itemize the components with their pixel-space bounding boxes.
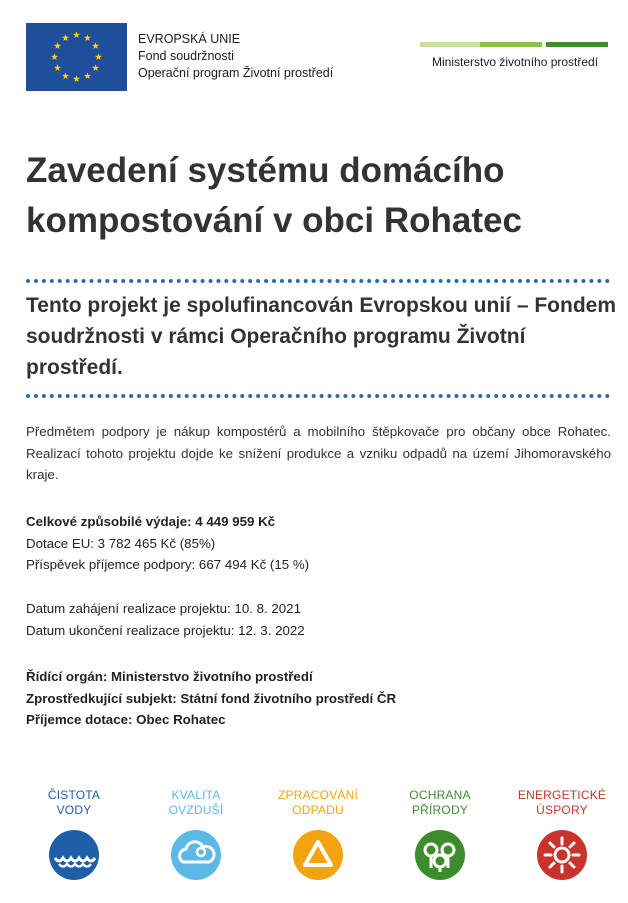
water-drops-icon xyxy=(49,830,99,880)
priority-air xyxy=(146,788,246,880)
priority-label xyxy=(268,788,368,820)
cofinancing-statement: Tento projekt je spolufinancován Evropskou unií – Fondem soudržnosti v rámci Operačního programu Životní prostředí. xyxy=(26,294,617,379)
priority-label xyxy=(146,788,246,820)
priority-icons xyxy=(0,788,628,898)
priority-nature xyxy=(390,788,490,880)
total-costs: Celkové způsobilé výdaje: 4 449 959 Kč xyxy=(26,514,276,529)
divider-top xyxy=(26,279,610,283)
priority-label xyxy=(24,788,124,820)
priority-label xyxy=(512,788,612,820)
divider-bottom xyxy=(26,394,610,398)
priority-label-line2: VODY xyxy=(56,803,92,817)
priority-energy xyxy=(512,788,612,880)
cloud-icon xyxy=(171,830,221,880)
priority-label-line2: ÚSPORY xyxy=(536,803,588,817)
eu-fund-text xyxy=(138,31,333,82)
page-title: Zavedení systému domácího kompostování v obci Rohatec xyxy=(26,151,522,240)
dates-block xyxy=(26,598,611,641)
priority-label-line1: OCHRANA xyxy=(409,788,471,802)
priority-label-line2: PŘÍRODY xyxy=(411,803,469,817)
eu-grant: Dotace EU: 3 782 465 Kč (85%) xyxy=(26,535,216,551)
sun-icon xyxy=(537,830,587,880)
eu-line-3: Operační program Životní prostředí xyxy=(138,66,334,80)
priority-label-line2: ODPADU xyxy=(292,803,344,817)
priority-water xyxy=(24,788,124,880)
priority-label-line1: KVALITA xyxy=(171,788,221,802)
priority-label-line1: ZPRACOVÁNÍ xyxy=(277,788,358,802)
eu-line-2: Fond soudržnosti xyxy=(138,49,234,63)
start-date: Datum zahájení realizace projektu: 10. 8. 2021 xyxy=(26,601,301,616)
grant-recipient: Příjemce dotace: Obec Rohatec xyxy=(26,712,226,727)
recycle-triangle-icon xyxy=(293,830,343,880)
ministry-name: Ministerstvo životního prostředí xyxy=(432,55,599,69)
bodies-block xyxy=(26,666,611,731)
priority-label-line1: ENERGETICKÉ xyxy=(517,788,607,802)
end-date: Datum ukončení realizace projektu: 12. 3. 2022 xyxy=(26,622,305,638)
eu-line-1: EVROPSKÁ UNIE xyxy=(138,32,241,46)
costs-block xyxy=(26,511,611,576)
project-description: Předmětem podpory je nákup kompostérů a mobilního štěpkovače pro občany obce Rohatec. Realizací tohoto projektu dojde ke snížení produkce a vzniku odpadů na území Jihomoravského kraje. xyxy=(26,424,611,482)
trees-icon xyxy=(415,830,465,880)
priority-label xyxy=(390,788,490,820)
recipient-contribution: Příspěvek příjemce podpory: 667 494 Kč (15 %) xyxy=(26,557,310,572)
intermediate-body: Zprostředkující subjekt: Státní fond životního prostředí ČR xyxy=(26,690,397,706)
ministry-logo-bars xyxy=(420,42,608,47)
managing-authority: Řídící orgán: Ministerstvo životního prostředí xyxy=(26,669,313,684)
header xyxy=(0,0,628,110)
priority-label-line2: OVZDUŠÍ xyxy=(168,803,224,817)
priority-waste xyxy=(268,788,368,880)
eu-flag-logo xyxy=(26,23,127,91)
priority-label-line1: ČISTOTA xyxy=(47,788,101,802)
